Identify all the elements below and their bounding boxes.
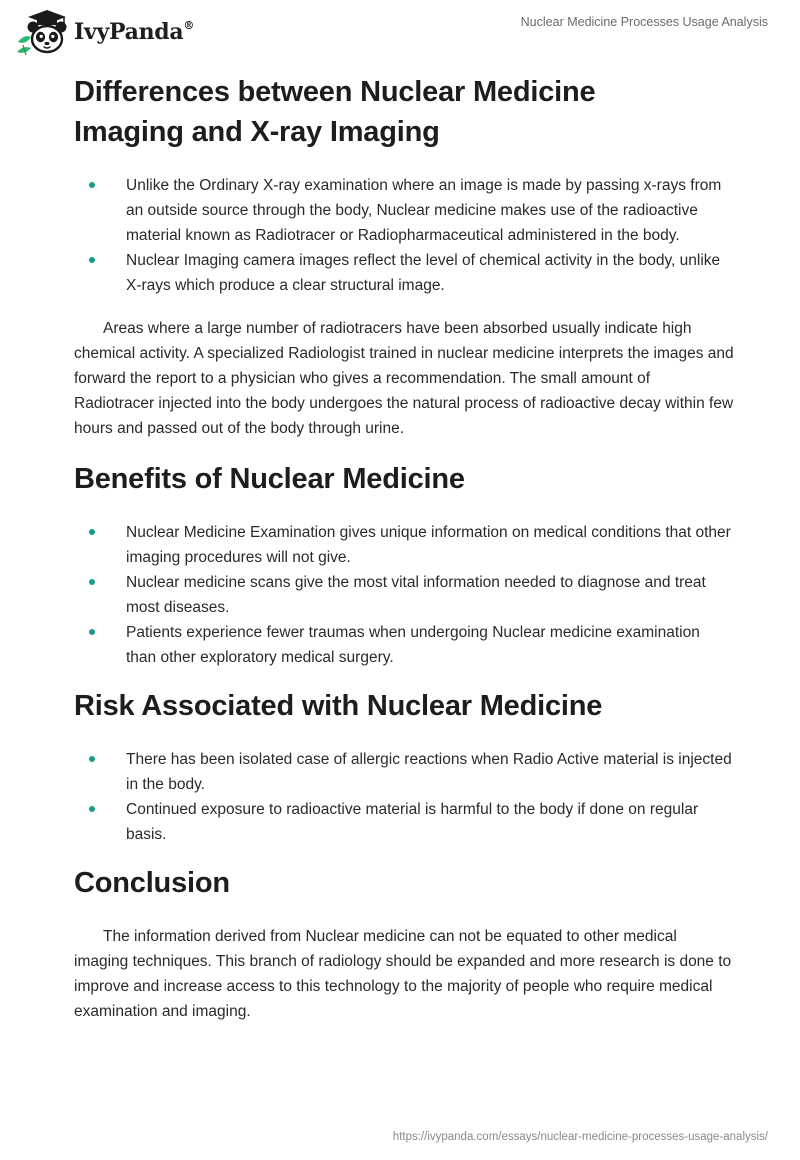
bullet-list-risk [74, 747, 734, 847]
heading-line: Differences between Nuclear Medicine [74, 76, 596, 108]
list-item: Patients experience fewer traumas when undergoing Nuclear medicine examination than other exploratory medical surgery. [74, 620, 734, 670]
section-heading-differences [74, 72, 734, 152]
document-title: Nuclear Medicine Processes Usage Analysis [520, 15, 768, 29]
bullet-list-differences [74, 173, 734, 298]
source-url-link[interactable]: https://ivypanda.com/essays/nuclear-medicine-processes-usage-analysis/ [392, 1131, 768, 1143]
brand-name: IvyPanda® [74, 18, 195, 45]
paragraph-conclusion: The information derived from Nuclear medicine can not be equated to other medical imaging techniques. This branch of radiology should be expanded and more research is done to improve and increase access to this technology to the majority of people who require medical examination and imaging. [74, 928, 732, 1020]
heading-line: Imaging and X-ray Imaging [74, 116, 440, 148]
essay-content [74, 72, 734, 1024]
section-heading-risk: Risk Associated with Nuclear Medicine [74, 690, 603, 722]
list-item: Nuclear medicine scans give the most vital information needed to diagnose and treat most diseases. [74, 570, 734, 620]
list-item: Unlike the Ordinary X-ray examination where an image is made by passing x-rays from an outside source through the body, Nuclear medicine makes use of the radioactive material known as Radiotracer or Radiopharmaceutical administered in the body. [74, 173, 734, 248]
list-item: There has been isolated case of allergic reactions when Radio Active material is injected in the body. [74, 747, 734, 797]
section-heading-conclusion: Conclusion [74, 867, 230, 899]
ivypanda-logo[interactable] [14, 8, 194, 56]
page-header [0, 0, 800, 64]
section-heading-benefits: Benefits of Nuclear Medicine [74, 463, 465, 495]
bullet-list-benefits [74, 520, 734, 670]
list-item: Continued exposure to radioactive material is harmful to the body if done on regular basis. [74, 797, 734, 847]
paragraph-radiotracers: Areas where a large number of radiotracers have been absorbed usually indicate high chemical activity. A specialized Radiologist trained in nuclear medicine interprets the images and forward the report to a physician who gives a recommendation. The small amount of Radiotracer injected into the body undergoes the natural process of radioactive decay within few hours and passed out of the body through urine. [74, 320, 734, 437]
list-item: Nuclear Medicine Examination gives unique information on medical conditions that other imaging procedures will not give. [74, 520, 734, 570]
panda-mascot-icon [14, 8, 72, 56]
list-item: Nuclear Imaging camera images reflect the level of chemical activity in the body, unlike X-rays which produce a clear structural image. [74, 248, 734, 298]
registered-mark: ® [183, 18, 195, 32]
